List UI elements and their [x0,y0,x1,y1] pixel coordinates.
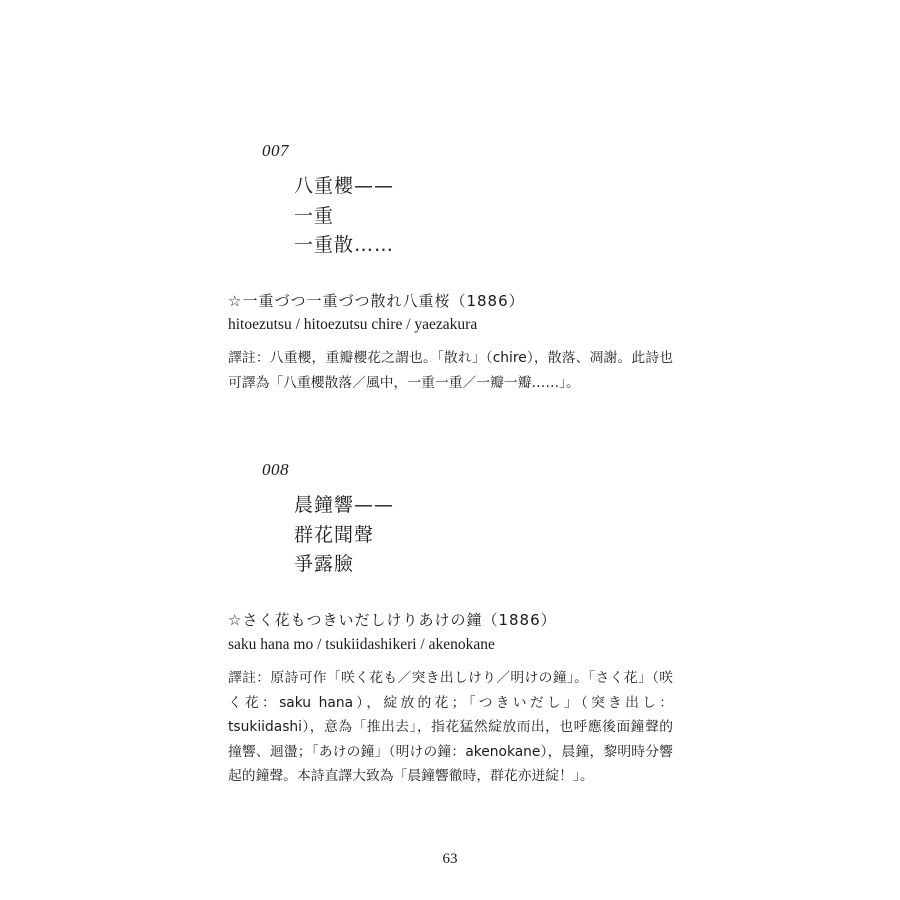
poem-number: 008 [262,460,289,479]
original-haiku: ☆さく花もつきいだしけりあけの鐘（1886） [228,611,557,629]
translator-note: 譯註：八重櫻，重瓣櫻花之謂也。「散れ」（chire），散落、凋謝。此詩也可譯為「八重櫻散落／風中，一重一重／一瓣一瓣……」。 [228,350,673,391]
poem-line: 一重 [294,205,335,227]
poem-line: 八重櫻—— [294,175,395,197]
translator-note: 譯註：原詩可作「咲く花も／突き出しけり／明けの鐘」。「さく花」（咲く花：saku hana），綻放的花；「つきいだし」（突き出し：tsukiidashi），意為「推出去」，指花猛然綻放而出，也呼應後面鐘聲的撞響、迴盪；「あけの鐘」（明けの鐘：akenokane），晨鐘，黎明時分響起的鐘聲。本詩直譯大致為「晨鐘響徹時，群花亦迸綻！」。 [228,670,673,784]
poem-line: 晨鐘響—— [294,494,395,516]
romanization: saku hana mo / tsukiidashikeri / akenokane [228,636,495,653]
original-haiku: ☆一重づつ一重づつ散れ八重桜（1886） [228,292,525,310]
poem-line: 一重散…… [294,234,395,256]
page-number: 63 [442,851,458,867]
poem-line: 群花聞聲 [294,524,375,546]
poem-line: 爭露臉 [294,553,355,575]
romanization: hitoezutsu / hitoezutsu chire / yaezakura [228,316,478,333]
poem-number: 007 [262,141,289,160]
